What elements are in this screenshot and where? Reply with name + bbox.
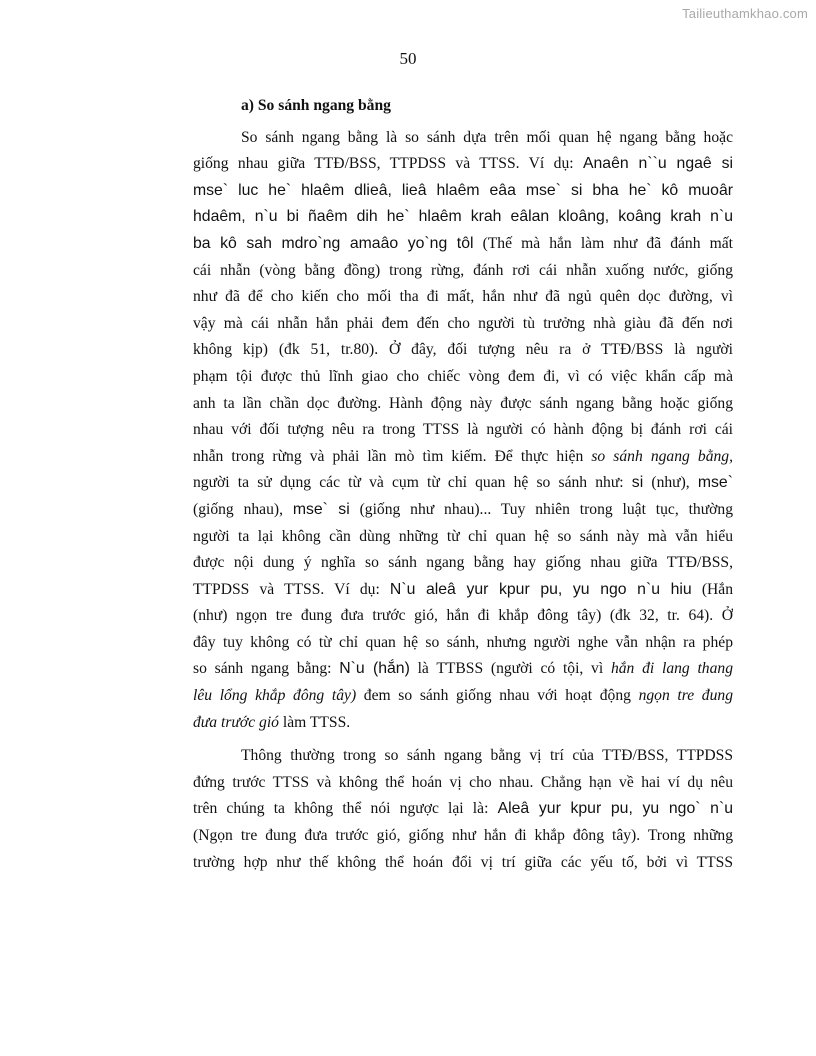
italic-span: lêu lổng khắp đông tây) bbox=[193, 687, 357, 705]
text-line bbox=[193, 311, 733, 338]
text-span: (Hắn bbox=[691, 580, 733, 598]
text-span: (giống nhau), bbox=[193, 500, 293, 518]
text-line bbox=[193, 710, 733, 737]
italic-span: ngọn tre đung bbox=[638, 687, 733, 705]
text-span: (giống như nhau)... Tuy nhiên trong luật tục, thường bbox=[349, 500, 733, 518]
watermark: Tailieuthamkhao.com bbox=[682, 6, 808, 21]
text-span: người ta sử dụng các từ và cụm từ chỉ quan hệ so sánh như: bbox=[193, 474, 632, 492]
ede-text-span: N`u aleâ yur kpur pu, yu ngo n`u hiu bbox=[389, 580, 692, 598]
text-span: So sánh ngang bằng là so sánh dựa trên mối quan hệ ngang bằng hoặc bbox=[241, 128, 733, 146]
document-body bbox=[193, 93, 733, 876]
text-span: trên chúng ta không thể nói ngược lại là: bbox=[193, 800, 498, 818]
text-line bbox=[193, 743, 733, 770]
text-span: Thông thường trong so sánh ngang bằng vị trí của TTĐ/BSS, TTPDSS bbox=[241, 747, 733, 765]
italic-span: so sánh ngang bằng, bbox=[591, 447, 733, 465]
section-heading: a) So sánh ngang bằng bbox=[241, 97, 391, 114]
text-span: nhẫn trong rừng và phải lần mò tìm kiếm. Để thực hiện bbox=[193, 447, 592, 465]
text-line bbox=[193, 630, 733, 657]
text-line bbox=[193, 417, 733, 444]
text-line bbox=[193, 770, 733, 797]
page-number: 50 bbox=[399, 49, 417, 68]
text-line bbox=[193, 550, 733, 577]
text-span: (Ngọn tre đung đưa trước gió, giống như hắn đi khắp đông tây). Trong những bbox=[193, 827, 733, 845]
text-line bbox=[193, 258, 733, 285]
ede-text-span: mse` si bbox=[292, 500, 350, 518]
text-line bbox=[193, 524, 733, 551]
text-span: trường hợp như thế không thể hoán đổi vị trí giữa các yếu tố, bởi vì TTSS bbox=[193, 853, 733, 871]
text-line bbox=[193, 683, 733, 710]
text-span: vậy mà cái nhẫn hắn phải đem đến cho người tù trưởng nhà giàu đã đến nơi bbox=[193, 314, 733, 332]
text-span: (như), bbox=[643, 474, 698, 492]
text-line bbox=[193, 391, 733, 418]
ede-text-span: Aleâ yur kpur pu, yu ngo` n`u bbox=[497, 800, 733, 818]
text-line bbox=[193, 577, 733, 604]
text-line bbox=[193, 470, 733, 497]
text-span: người ta lại không cần dùng những từ chỉ quan hệ so sánh này mà vẫn hiểu bbox=[193, 527, 733, 545]
text-span: được nội dung ý nghĩa so sánh ngang bằng hay giống nhau giữa TTĐ/BSS, bbox=[193, 554, 733, 572]
text-span: (Thế mà hắn làm như đã đánh mất bbox=[473, 234, 733, 252]
text-line bbox=[193, 178, 733, 205]
text-span: đây tuy không có từ chỉ quan hệ so sánh, nhưng người nghe vẫn nhận ra phép bbox=[193, 633, 733, 651]
ede-text-span: mse` luc he` hlaêm dlieâ, lieâ hlaêm eâa mse` si bha he` kô muoâr bbox=[193, 181, 733, 199]
text-line bbox=[193, 337, 733, 364]
text-line bbox=[193, 151, 733, 178]
text-line bbox=[193, 231, 733, 258]
text-line bbox=[193, 204, 733, 231]
text-span: như đã để cho kiến cho mối tha đi mất, hắn như đã ngủ quên dọc đường, vì bbox=[193, 288, 733, 306]
text-line bbox=[193, 823, 733, 850]
text-line bbox=[193, 444, 733, 471]
ede-text-span: N`u (hắn) bbox=[339, 660, 410, 678]
ede-text-span: mse` bbox=[697, 474, 733, 492]
ede-text-span: ba kô sah mdro`ng amaâo yo`ng tôl bbox=[193, 234, 474, 252]
text-line bbox=[193, 850, 733, 877]
ede-text-span: Anaên n``u ngaê si bbox=[582, 155, 733, 173]
italic-span: hắn đi lang thang bbox=[610, 660, 733, 678]
text-line bbox=[193, 656, 733, 683]
text-span: nhau với đối tượng nêu ra trong TTSS là người có hành động bị đánh rơi cái bbox=[193, 421, 733, 439]
text-line bbox=[193, 364, 733, 391]
text-line bbox=[193, 497, 733, 524]
text-span: là TTBSS (người có tội, vì bbox=[409, 660, 611, 678]
text-span: cái nhẫn (vòng bằng đồng) trong rừng, đánh rơi cái nhẫn xuống nước, giống bbox=[193, 261, 733, 279]
text-span: không kịp) (đk 51, tr.80). Ở đây, đối tượng nêu ra ở TTĐ/BSS là người bbox=[193, 341, 733, 359]
text-span: anh ta lần chần dọc đường. Hành động này được sánh ngang bằng hoặc giống bbox=[193, 394, 733, 412]
ede-text-span: si bbox=[631, 474, 644, 492]
text-line bbox=[193, 603, 733, 630]
text-line bbox=[193, 125, 733, 152]
text-span: đứng trước TTSS và không thể hoán vị cho nhau. Chẳng hạn về hai ví dụ nêu bbox=[193, 773, 733, 791]
text-span: làm TTSS. bbox=[278, 713, 351, 731]
paragraph-2 bbox=[193, 743, 733, 876]
italic-span: đưa trước gió bbox=[193, 713, 279, 731]
text-line bbox=[193, 796, 733, 823]
text-span: TTPDSS và TTSS. Ví dụ: bbox=[193, 580, 390, 598]
ede-text-span: hdaêm, n`u bi ñaêm dih he` hlaêm krah eâlan kloâng, koâng krah n`u bbox=[193, 208, 733, 226]
text-span: so sánh ngang bằng: bbox=[193, 660, 340, 678]
text-span: giống nhau giữa TTĐ/BSS, TTPDSS và TTSS. Ví dụ: bbox=[193, 155, 583, 173]
text-line bbox=[193, 284, 733, 311]
text-span: đem so sánh giống nhau với hoạt động bbox=[356, 687, 639, 705]
paragraph-1 bbox=[193, 125, 733, 737]
text-span: phạm tội được thủ lĩnh giao cho chiếc vòng đem đi, vì có việc khẩn cấp mà bbox=[193, 367, 733, 385]
text-span: (như) ngọn tre đung đưa trước gió, hắn đi khắp đông tây) (đk 32, tr. 64). Ở bbox=[193, 607, 733, 625]
